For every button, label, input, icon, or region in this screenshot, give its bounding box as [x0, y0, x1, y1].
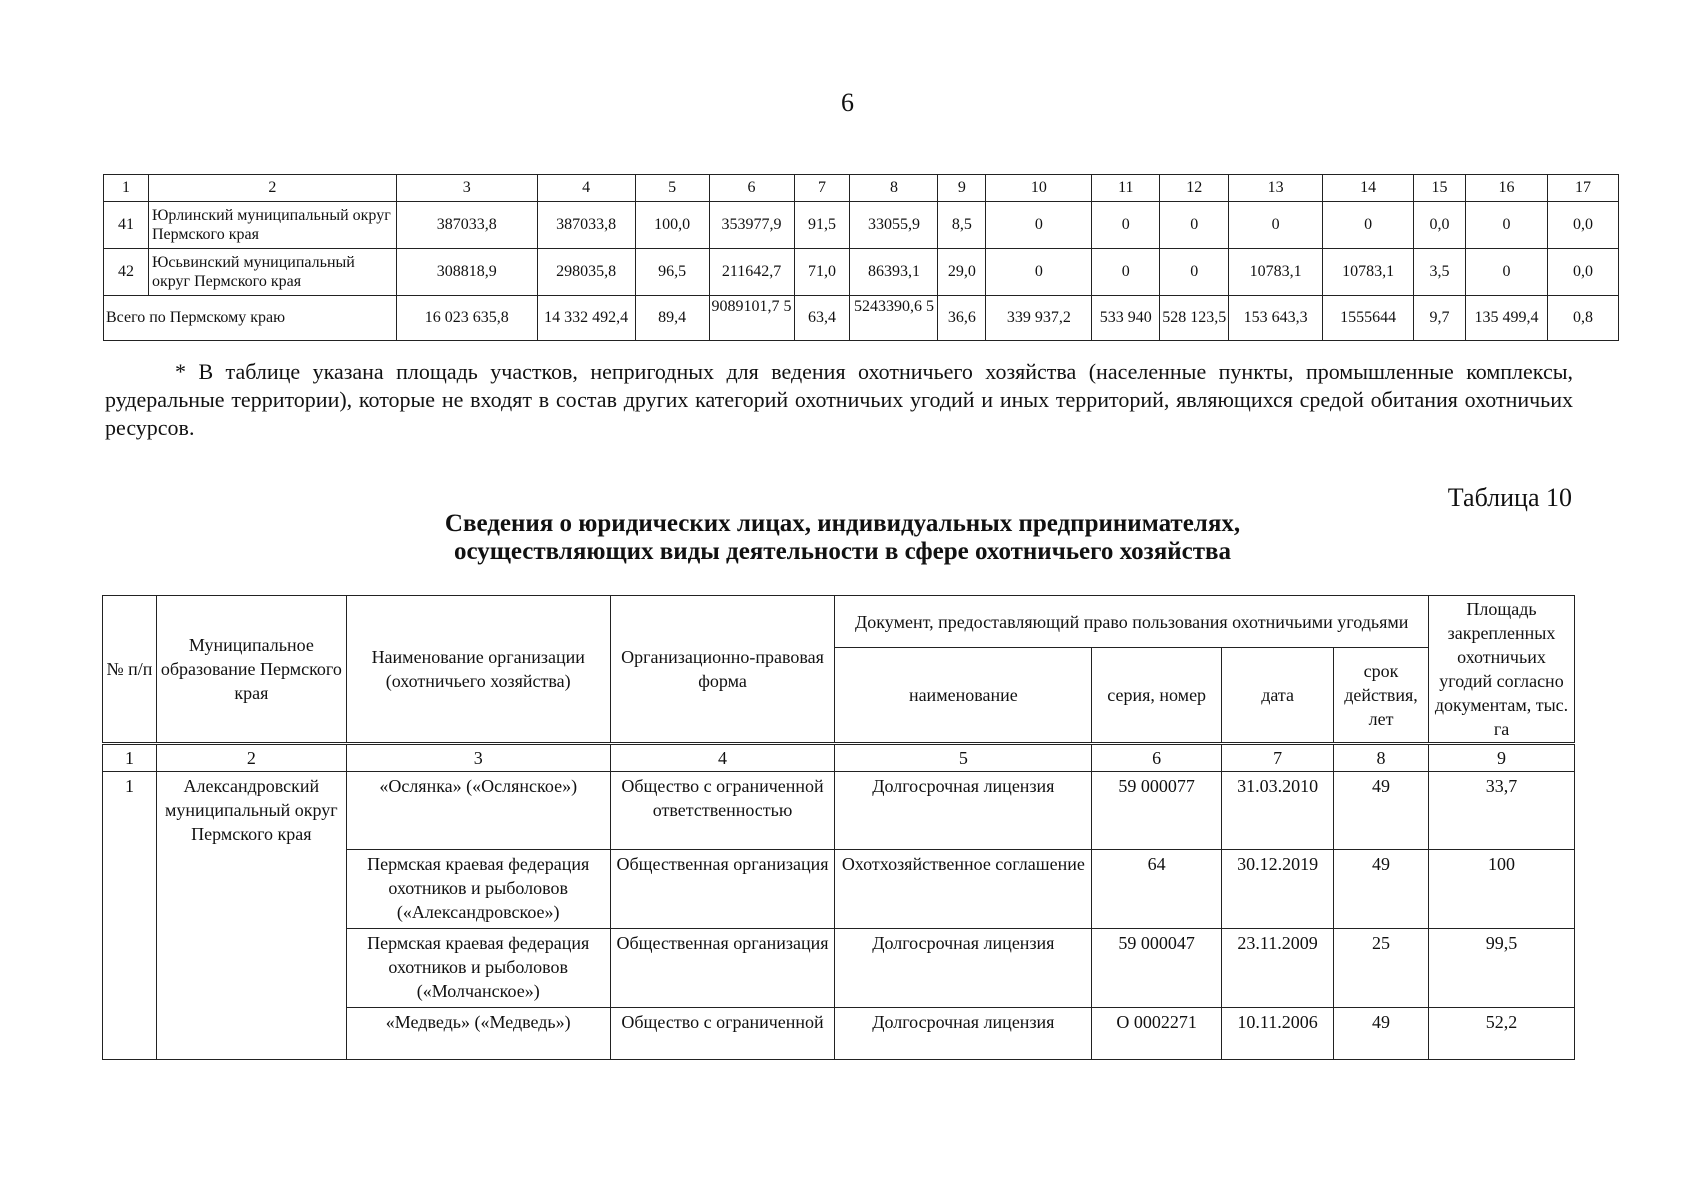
group-municipality: Александровский муниципальный округ Пермского края: [156, 772, 346, 1060]
column-number: 15: [1414, 175, 1466, 202]
table-cell: 9,7: [1414, 296, 1466, 341]
table-cell: 0,0: [1547, 249, 1618, 296]
section-title: [300, 510, 1385, 566]
table-cell: 9089101,7 5: [709, 296, 794, 341]
column-number: 17: [1547, 175, 1618, 202]
table-label: Таблица 10: [1447, 483, 1572, 512]
column-number: 13: [1229, 175, 1323, 202]
table-row: [103, 772, 1575, 850]
row-number: 41: [104, 202, 149, 249]
header-document-group: Документ, предоставляющий право пользования охотничьими угодьями: [835, 596, 1429, 648]
column-number: 6: [1092, 744, 1222, 772]
table-cell: 86393,1: [850, 249, 938, 296]
column-number: 7: [1222, 744, 1334, 772]
table-cell: 100,0: [635, 202, 709, 249]
table-cell: 135 499,4: [1466, 296, 1548, 341]
total-label: Всего по Пермскому краю: [104, 296, 397, 341]
column-number: 8: [850, 175, 938, 202]
doc-series: 59 000077: [1092, 772, 1222, 850]
table-cell: 0: [986, 202, 1092, 249]
table-cell: 5243390,6 5: [850, 296, 938, 341]
header-doc-name: наименование: [835, 648, 1092, 744]
column-number: 6: [709, 175, 794, 202]
header-term: срок действия, лет: [1334, 648, 1429, 744]
table-cell: 0: [1160, 202, 1229, 249]
header-series: серия, номер: [1092, 648, 1222, 744]
table-cell: 1555644: [1323, 296, 1414, 341]
column-number: 8: [1334, 744, 1429, 772]
column-number-row: [104, 175, 1619, 202]
table-cell: 0,8: [1547, 296, 1618, 341]
doc-date: 23.11.2009: [1222, 929, 1334, 1008]
area-value: 33,7: [1429, 772, 1575, 850]
table-cell: 3,5: [1414, 249, 1466, 296]
title-line-2: осуществляющих виды деятельности в сфере охотничьего хозяйства: [453, 538, 1232, 565]
table-cell: 298035,8: [537, 249, 635, 296]
area-value: 99,5: [1429, 929, 1575, 1008]
column-number: 9: [938, 175, 986, 202]
table-cell: 63,4: [794, 296, 850, 341]
area-value: 100: [1429, 850, 1575, 929]
table-cell: 16 023 635,8: [396, 296, 537, 341]
table-cell: 0: [986, 249, 1092, 296]
table-cell: 8,5: [938, 202, 986, 249]
org-name: Пермская краевая федерация охотников и рыболовов («Александровское»): [346, 850, 610, 929]
table-cell: 211642,7: [709, 249, 794, 296]
header-area: Площадь закрепленных охотничьих угодий согласно документам, тыс. га: [1429, 596, 1575, 744]
column-number: 4: [610, 744, 835, 772]
table-cell: 29,0: [938, 249, 986, 296]
table-cell: 0: [1466, 249, 1548, 296]
legal-form: Общество с ограниченной ответственностью: [610, 772, 835, 850]
table-cell: 339 937,2: [986, 296, 1092, 341]
table-cell: 308818,9: [396, 249, 537, 296]
column-number: 14: [1323, 175, 1414, 202]
column-number: 2: [156, 744, 346, 772]
column-number: 10: [986, 175, 1092, 202]
footnote: * В таблице указана площадь участков, непригодных для ведения охотничьего хозяйства (населенные пункты, промышленные комплексы, рудеральные территории), которые не входят в состав других категорий охотничьих угодий и иных территорий, являющихся средой обитания охотничьих ресурсов.: [105, 359, 1573, 440]
doc-date: 30.12.2019: [1222, 850, 1334, 929]
table-cell: 91,5: [794, 202, 850, 249]
area-value: 52,2: [1429, 1008, 1575, 1060]
table-cell: 0: [1160, 249, 1229, 296]
column-number-row: [103, 744, 1575, 772]
hunting-organizations-table: [102, 595, 1575, 1060]
org-name: Пермская краевая федерация охотников и рыболовов («Молчанское»): [346, 929, 610, 1008]
table-cell: 0: [1323, 202, 1414, 249]
table-cell: 96,5: [635, 249, 709, 296]
table-cell: 387033,8: [537, 202, 635, 249]
page-number: 6: [841, 88, 854, 117]
column-number: 11: [1092, 175, 1160, 202]
table-cell: 33055,9: [850, 202, 938, 249]
header-legal-form: Организационно-правовая форма: [610, 596, 835, 744]
municipality-name: Юсьвинский муниципальный округ Пермского края: [148, 249, 396, 296]
table-cell: 14 332 492,4: [537, 296, 635, 341]
doc-term: 49: [1334, 850, 1429, 929]
doc-term: 25: [1334, 929, 1429, 1008]
table-cell: 0: [1092, 202, 1160, 249]
legal-form: Общественная организация: [610, 850, 835, 929]
table-cell: 36,6: [938, 296, 986, 341]
doc-series: 64: [1092, 850, 1222, 929]
table-cell: 528 123,5: [1160, 296, 1229, 341]
doc-term: 49: [1334, 1008, 1429, 1060]
table-cell: 0,0: [1547, 202, 1618, 249]
legal-form: Общественная организация: [610, 929, 835, 1008]
column-number: 16: [1466, 175, 1548, 202]
org-name: «Ослянка» («Ослянское»): [346, 772, 610, 850]
column-number: 5: [835, 744, 1092, 772]
column-number: 3: [346, 744, 610, 772]
group-number: 1: [103, 772, 157, 1060]
doc-name: Охотхозяйственное соглашение: [835, 850, 1092, 929]
table-cell: 0: [1092, 249, 1160, 296]
table-cell: 0: [1229, 202, 1323, 249]
doc-name: Долгосрочная лицензия: [835, 929, 1092, 1008]
table-row: [104, 202, 1619, 249]
doc-name: Долгосрочная лицензия: [835, 772, 1092, 850]
header-date: дата: [1222, 648, 1334, 744]
column-number: 5: [635, 175, 709, 202]
column-number: 1: [104, 175, 149, 202]
title-line-1: Сведения о юридических лицах, индивидуальных предпринимателях,: [444, 510, 1241, 537]
municipal-area-table: [103, 174, 1619, 341]
table-cell: 0,0: [1414, 202, 1466, 249]
header-num: № п/п: [103, 596, 157, 744]
column-number: 12: [1160, 175, 1229, 202]
header-municipality: Муниципальное образование Пермского края: [156, 596, 346, 744]
doc-series: 59 000047: [1092, 929, 1222, 1008]
org-name: «Медведь» («Медведь»): [346, 1008, 610, 1060]
column-number: 9: [1429, 744, 1575, 772]
table-cell: 533 940: [1092, 296, 1160, 341]
total-row: [104, 296, 1619, 341]
table-cell: 89,4: [635, 296, 709, 341]
table-cell: 10783,1: [1229, 249, 1323, 296]
doc-date: 10.11.2006: [1222, 1008, 1334, 1060]
table-cell: 353977,9: [709, 202, 794, 249]
header-org-name: Наименование организации (охотничьего хозяйства): [346, 596, 610, 744]
column-number: 1: [103, 744, 157, 772]
doc-term: 49: [1334, 772, 1429, 850]
legal-form: Общество с ограниченной: [610, 1008, 835, 1060]
table-cell: 0: [1466, 202, 1548, 249]
column-number: 3: [396, 175, 537, 202]
doc-date: 31.03.2010: [1222, 772, 1334, 850]
row-number: 42: [104, 249, 149, 296]
column-number: 4: [537, 175, 635, 202]
table-cell: 10783,1: [1323, 249, 1414, 296]
column-number: 7: [794, 175, 850, 202]
doc-series: О 0002271: [1092, 1008, 1222, 1060]
column-number: 2: [148, 175, 396, 202]
table-cell: 71,0: [794, 249, 850, 296]
table-cell: 153 643,3: [1229, 296, 1323, 341]
municipality-name: Юрлинский муниципальный округ Пермского края: [148, 202, 396, 249]
table-row: [104, 249, 1619, 296]
doc-name: Долгосрочная лицензия: [835, 1008, 1092, 1060]
table-cell: 387033,8: [396, 202, 537, 249]
